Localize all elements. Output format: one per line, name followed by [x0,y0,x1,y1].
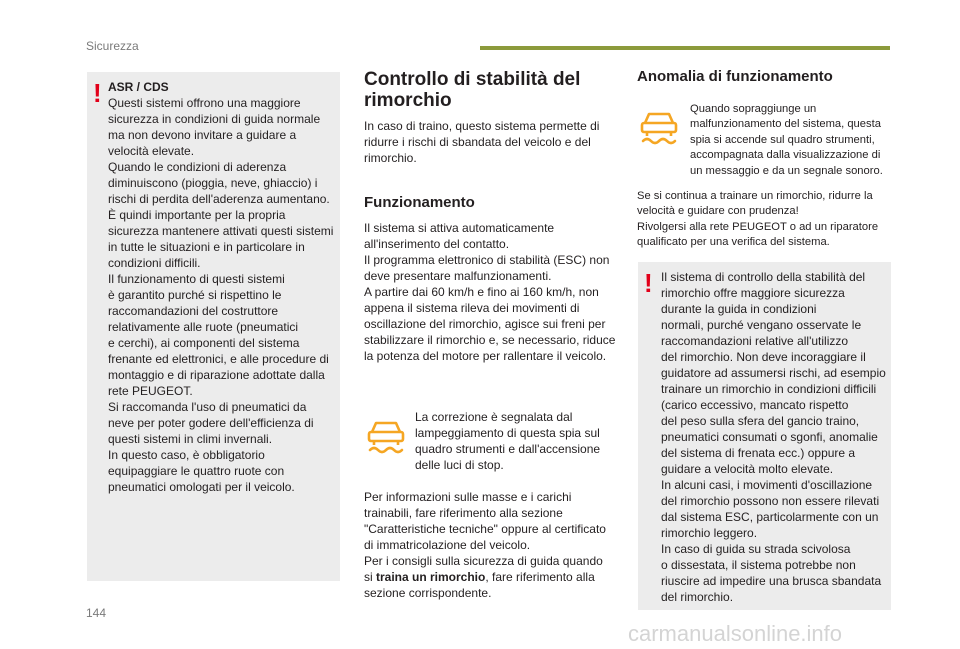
reference-text [364,489,606,601]
note-title: ASR / CDS [108,80,169,94]
operation-text: Il sistema si attiva automaticamente all'inserimento del contatto. Il programma elettronico di stabilità (ESC) non deve presentare malfunzionamenti. A partire dai 60 km/h e fino ai 160 km/h, non appena il sistema rileva dei movimenti di oscillazione del rimorchio, agisce sui freni per stabilizzare il rimorchio e, se necessario, riduce la potenza del motore per rallentare il veicolo. [364,221,616,363]
stability-warning-text: Il sistema di controllo della stabilità del rimorchio offre maggiore sicurezza durante la guida in condizioni normali, purché vengano osservate le raccomandazioni relative all'utilizzo del rimorchio. Non deve incoraggiare il guidatore ad assumersi rischi, ad esempio trainare un rimorchio in condizioni difficili (carico eccessivo, mancato rispetto del peso sulla sfera del gancio traino, pneumatici consumati o sgonfi, anomalie del sistema di frenata ecc.) oppure a guidare a velocità molto elevate. In alcuni casi, i movimenti d'oscillazione del rimorchio possono non essere rilevati dal sistema ESC, particolarmente con un rimorchio leggero. In caso di guida su strada scivolosa o dissestata, il sistema potrebbe non riuscire ad impedire una brusca sbandata del rimorchio. [661,270,886,604]
section-label: Sicurezza [86,39,139,53]
esc-warning-lamp-icon [637,109,681,149]
section-intro: In caso di traino, questo sistema permette di ridurre i rischi di sbandata del veicolo e del rimorchio. [364,119,600,165]
reference-text-a: Per informazioni sulle masse e i carichi trainabili, fare riferimento alla sezione "Caratteristiche tecniche" oppure al certificato di immatricolazione del veicolo. Per i consigli sulla sicurezza di guida quando si [364,490,606,584]
warning-mark: ! [644,268,653,298]
page-number: 144 [86,606,107,620]
reference-text-b: , fare riferimento alla sezione corrispondente. [364,570,595,600]
esc-warning-lamp-icon [364,418,408,458]
malfunction-title: Anomalia di funzionamento [637,68,833,85]
malfunction-advice: Se si continua a trainare un rimorchio, ridurre la velocità e guidare con prudenza! Rivolgersi alla rete PEUGEOT o ad un riparatore qualificato per una verifica del sistema. [637,190,879,249]
malfunction-indicator-text: Quando sopraggiunge un malfunzionamento del sistema, questa spia si accende sul quadro strumenti, accompagnata dalla visualizzazione di un messaggio e da un segnale sonoro. [690,103,883,177]
watermark: carmanualsonline.info [628,621,843,646]
subsection-title: Funzionamento [364,194,475,211]
section-title: Controllo di stabilità del rimorchio [364,69,581,111]
indicator-description: La correzione è segnalata dal lampeggiamento di questa spia sul quadro strumenti e dall'accensione delle luci di stop. [415,410,601,472]
section-accent-bar [480,46,890,50]
reference-bold: traina un rimorchio [376,570,486,584]
note-body: Questi sistemi offrono una maggiore sicurezza in condizioni di guida normale ma non devono invitare a guidare a velocità elevate. Quando le condizioni di aderenza diminuiscono (pioggia, neve, ghiaccio) i rischi di perdita dell'aderenza aumentano. È quindi importante per la propria sicurezza mantenere attivati questi sistemi in tutte le situazioni e in particolare in condizioni difficili. Il funzionamento di questi sistemi è garantito purché si rispettino le raccomandazioni del costruttore relativamente alle ruote (pneumatici e cerchi), ai componenti del sistema frenante ed elettronici, e alle procedure di montaggio e di riparazione adottate dalla rete PEUGEOT. Si raccomanda l'uso di pneumatici da neve per poter godere dell'efficienza di questi sistemi in climi invernali. In questo caso, è obbligatorio equipaggiare le quattro ruote con pneumatici omologati per il veicolo. [108,96,334,494]
warning-mark: ! [93,78,102,108]
